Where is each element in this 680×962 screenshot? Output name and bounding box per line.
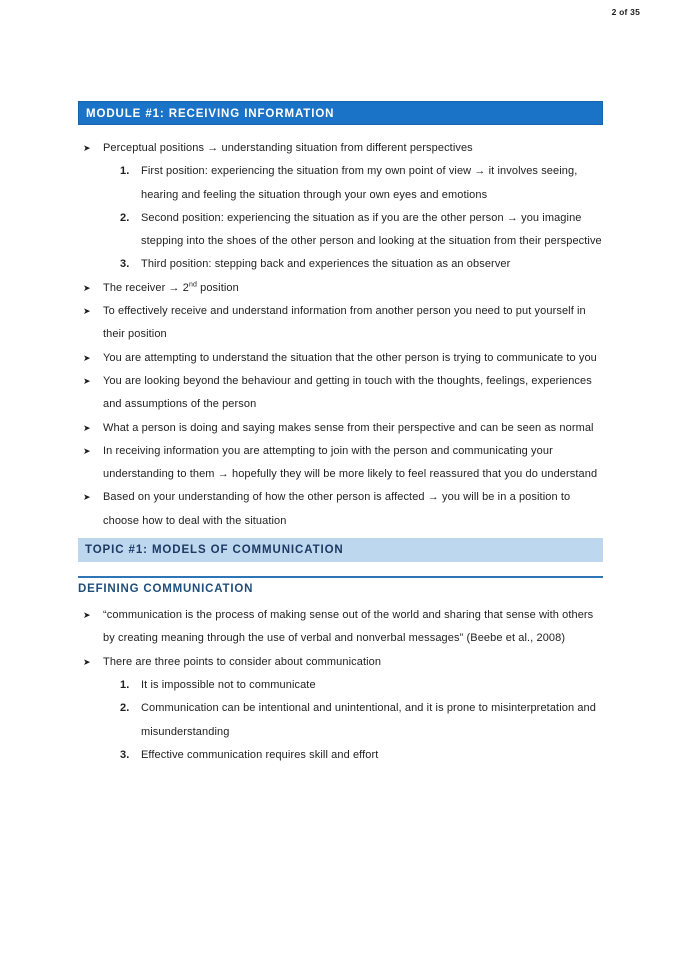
topic-header-band: TOPIC #1: MODELS OF COMMUNICATION: [78, 538, 603, 562]
numbered-item: [78, 697, 603, 744]
page-number: 2 of 35: [611, 7, 640, 17]
numbered-item: [78, 160, 603, 207]
item-text: First position: experiencing the situation from my own point of view → it involves seeing, hearing and feeling the situation through your own eyes and emotions: [141, 165, 578, 201]
item-text: “communication is the process of making sense out of the world and sharing that sense with others by creating meaning through the use of verbal and nonverbal messages” (Beebe et al., 2008): [103, 609, 594, 645]
item-text: It is impossible not to communicate: [141, 678, 316, 691]
list-number: 3.: [120, 748, 130, 761]
bullet-item: [78, 417, 603, 440]
arrow-bullet-icon: ➤: [83, 610, 91, 621]
arrow-bullet-icon: ➤: [83, 282, 91, 293]
item-text: Communication can be intentional and unintentional, and it is prone to misinterpretation and misunderstanding: [141, 702, 596, 738]
item-text: To effectively receive and understand information from another person you need to put yourself in their position: [103, 305, 586, 341]
bullet-item: [78, 370, 603, 417]
arrow-bullet-icon: ➤: [83, 445, 91, 456]
list-number: 2.: [120, 702, 130, 715]
arrow-bullet-icon: ➤: [83, 143, 91, 153]
list-number: 3.: [120, 258, 130, 271]
bullet-item: [78, 440, 603, 487]
item-text: The receiver → 2nd position: [103, 281, 239, 294]
item-text: You are looking beyond the behaviour and getting in touch with the thoughts, feelings, experiences and assumptions of the person: [103, 374, 592, 411]
bullet-item: [78, 486, 603, 533]
arrow-bullet-icon: ➤: [83, 492, 91, 503]
arrow-bullet-icon: ➤: [83, 656, 91, 667]
superscript-text: nd: [188, 281, 197, 289]
numbered-item: [78, 744, 603, 767]
bullet-item: [78, 277, 603, 300]
bullet-item: [78, 651, 603, 674]
bullet-item: [78, 604, 603, 651]
module-header-band: MODULE #1: RECEIVING INFORMATION: [78, 101, 603, 125]
numbered-item: [78, 207, 603, 254]
item-text: Based on your understanding of how the other person is affected → you will be in a position to choose how to deal with the situation: [103, 491, 571, 527]
list-number: 2.: [120, 211, 130, 224]
arrow-bullet-icon: ➤: [83, 375, 91, 386]
numbered-item: [78, 253, 603, 276]
section-subhead: DEFINING COMMUNICATION: [78, 576, 603, 595]
numbered-item: [78, 674, 603, 697]
item-text: What a person is doing and saying makes sense from their perspective and can be seen as normal: [103, 421, 594, 434]
bullet-item: [78, 347, 603, 370]
document-body: [78, 101, 603, 767]
item-text: Second position: experiencing the situation as if you are the other person → you imagine stepping into the shoes of the other person and looking at the situation from their perspective: [141, 211, 602, 248]
item-text: Effective communication requires skill and effort: [141, 748, 379, 761]
item-text: Perceptual positions → understanding situation from different perspectives: [103, 142, 473, 154]
item-text: You are attempting to understand the situation that the other person is trying to communicate to you: [103, 351, 597, 364]
item-text: Third position: stepping back and experiences the situation as an observer: [141, 258, 511, 271]
list-number: 1.: [120, 165, 130, 178]
list-number: 1.: [120, 678, 130, 691]
item-text: There are three points to consider about communication: [103, 655, 382, 668]
bullet-item: [78, 137, 603, 160]
item-text: In receiving information you are attempting to join with the person and communicating your understanding to them → hopefully they will be more likely to feel reassured that you do understand: [103, 444, 598, 481]
bullet-item: [78, 300, 603, 347]
arrow-bullet-icon: ➤: [83, 306, 91, 317]
arrow-bullet-icon: ➤: [83, 422, 91, 433]
arrow-bullet-icon: ➤: [83, 352, 91, 363]
